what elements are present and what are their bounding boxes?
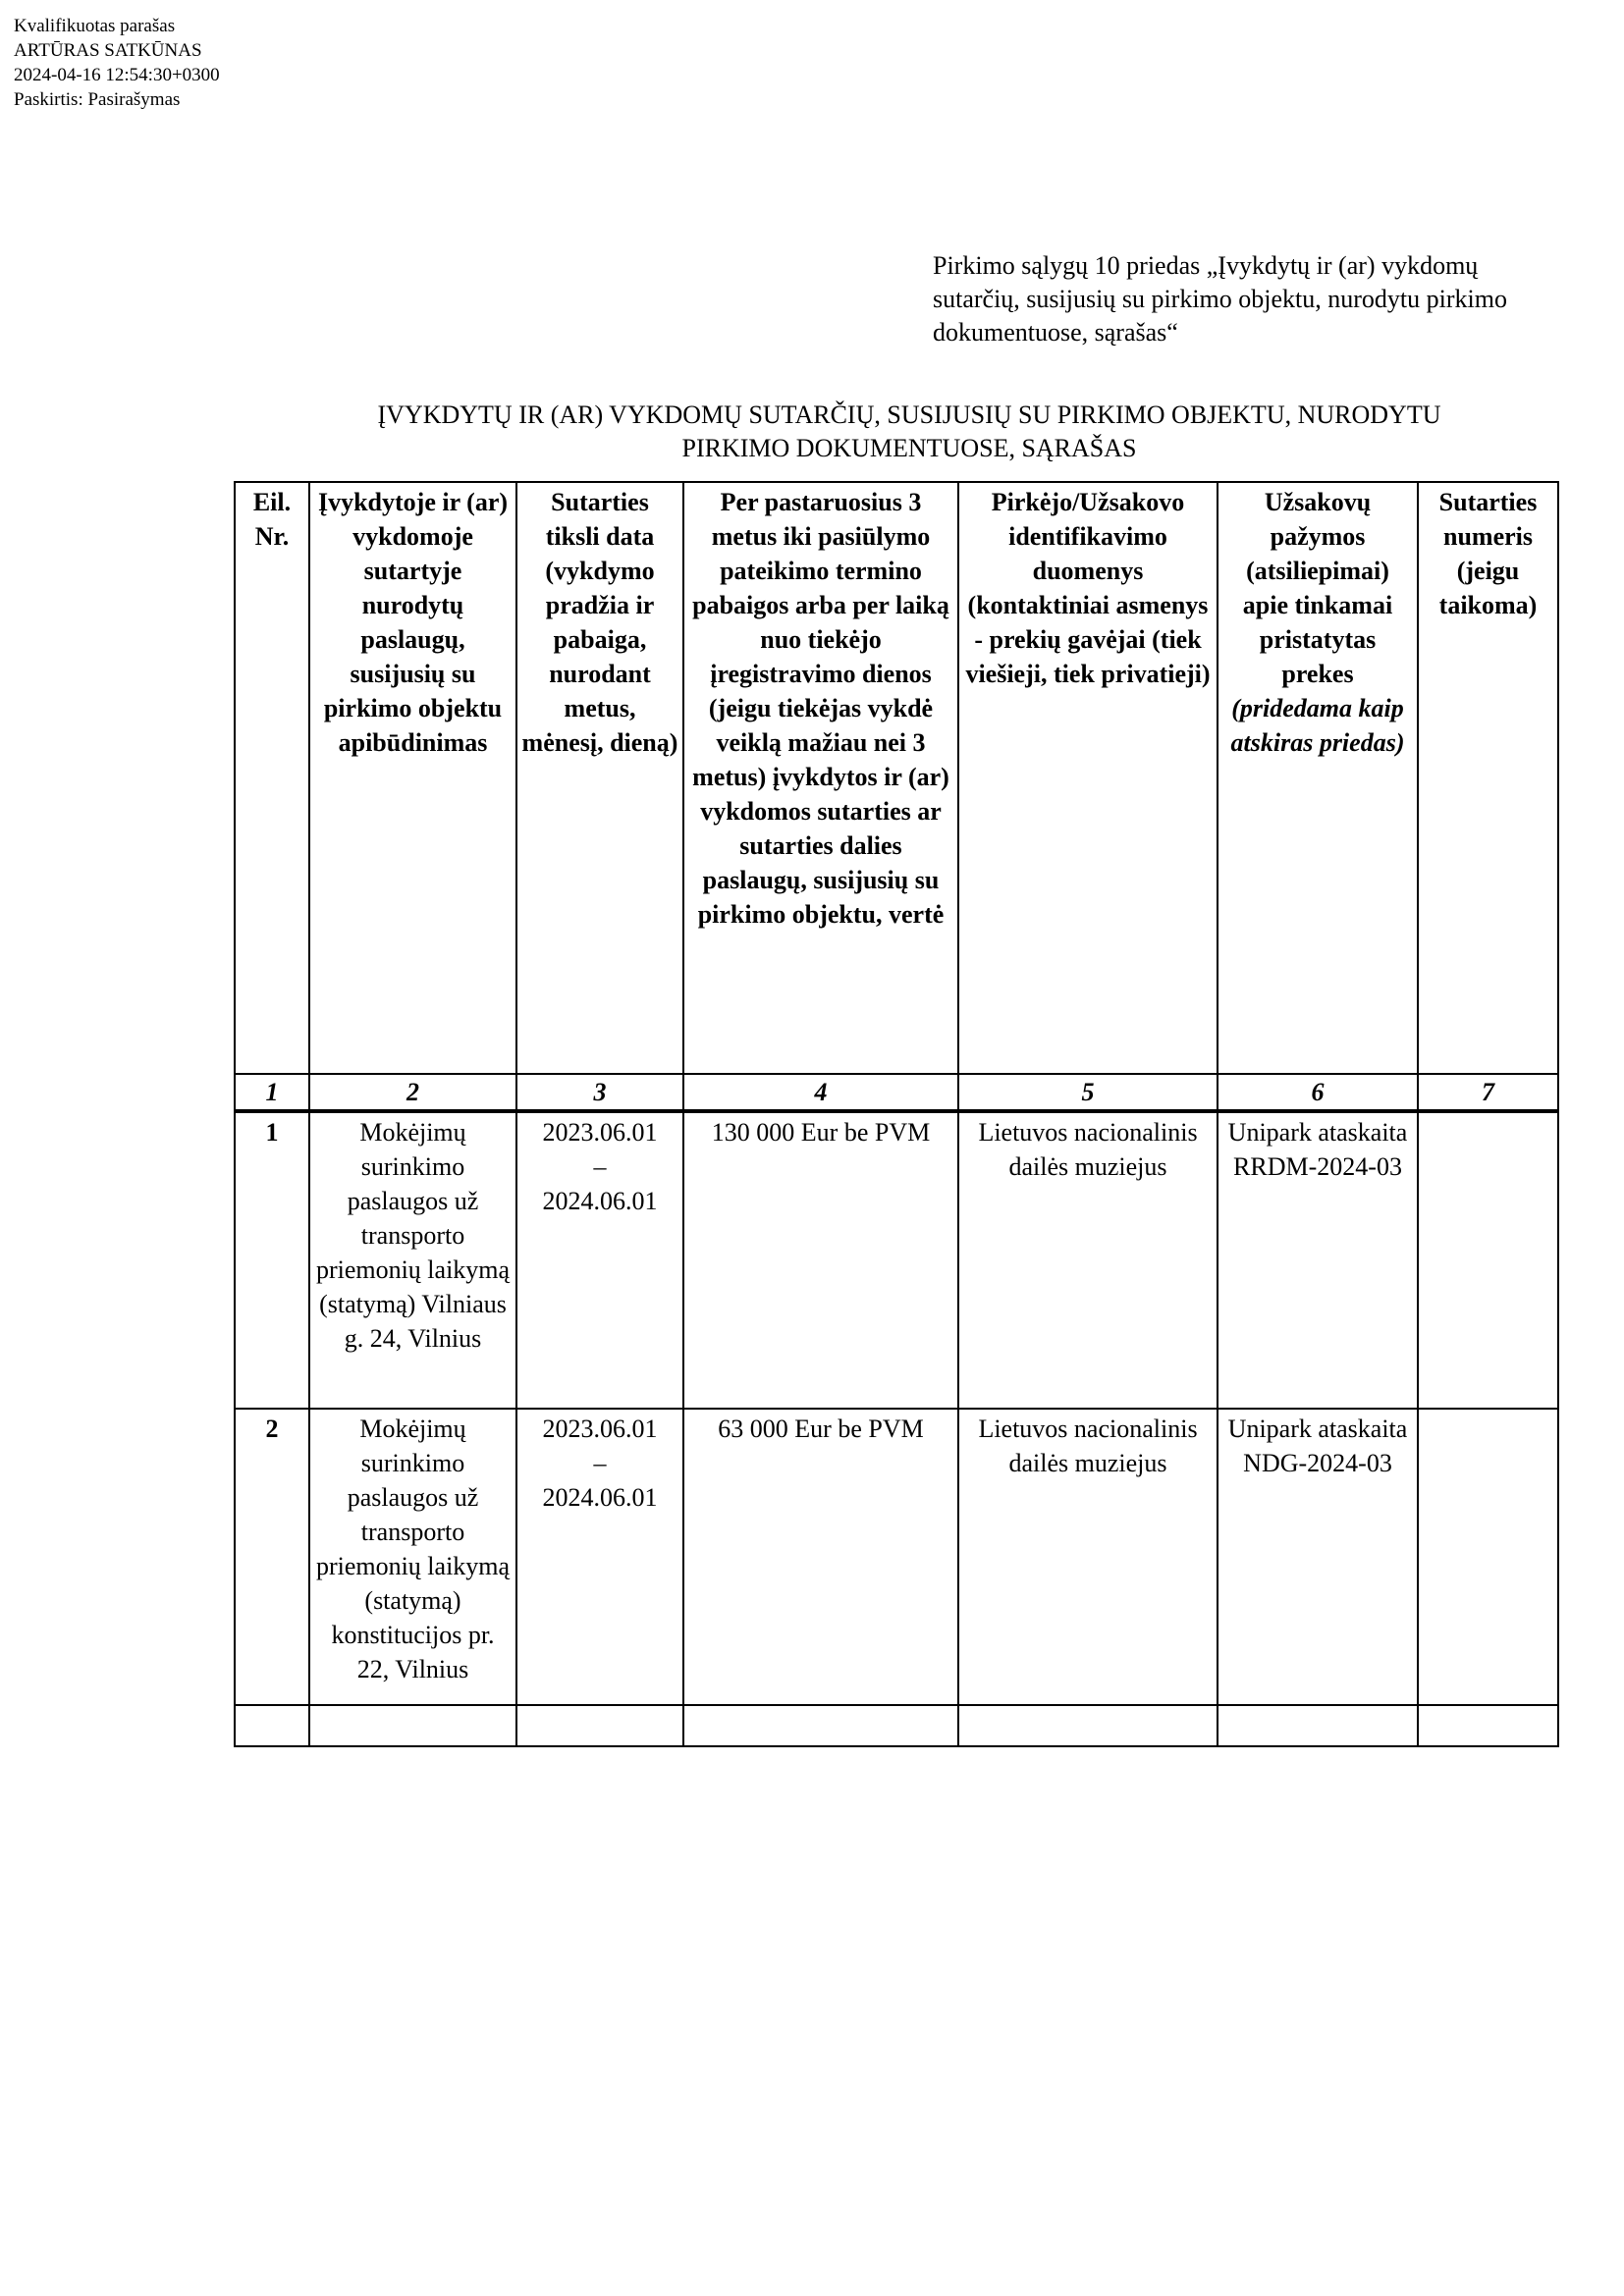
- empty-cell: [516, 1705, 683, 1746]
- contract-number: [1418, 1111, 1558, 1409]
- column-number: 5: [958, 1074, 1218, 1111]
- header-contract-date: Sutarties tiksli data (vykdymo pradžia ir pabaiga, nurodant metus, mėnesį, dieną): [516, 482, 683, 1074]
- header-contract-value: Per pastaruosius 3 metus iki pasiūlymo pateikimo termino pabaigos arba per laiką nuo tiekėjo įregistravimo dienos (jeigu tiekėjas vykdė veiklą mažiau nei 3 metus) įvykdytos ir (ar) vykdomos sutarties ar sutarties dalies paslaugų, susijusių su pirkimo objektu, vertė: [683, 482, 958, 1074]
- header-row-number: Eil. Nr.: [235, 482, 309, 1074]
- title-line-1: ĮVYKDYTŲ IR (AR) VYKDOMŲ SUTARČIŲ, SUSIJUSIŲ SU PIRKIMO OBJEKTU, NURODYTU: [377, 400, 1441, 429]
- header-client-data: Pirkėjo/Užsakovo identifikavimo duomenys (kontaktiniai asmenys - prekių gavėjai (tiek viešieji, tiek privatieji): [958, 482, 1218, 1074]
- column-number: 2: [309, 1074, 516, 1111]
- column-number: 3: [516, 1074, 683, 1111]
- digital-signature-block: [14, 14, 220, 112]
- empty-cell: [683, 1705, 958, 1746]
- header-references-note: (pridedama kaip atskiras priedas): [1230, 694, 1405, 757]
- row-number: 1: [235, 1111, 309, 1409]
- contract-value: 130 000 Eur be PVM: [683, 1111, 958, 1409]
- date-separator: –: [593, 1449, 607, 1477]
- signature-timestamp: 2024-04-16 12:54:30+0300: [14, 65, 220, 85]
- service-description: Mokėjimų surinkimo paslaugos už transporto priemonių laikymą (statymą) konstitucijos pr. 22, Vilnius: [309, 1409, 516, 1705]
- header-client-references: [1218, 482, 1418, 1074]
- date-start: 2023.06.01: [542, 1118, 658, 1147]
- client-reference: Unipark ataskaita RRDM-2024-03: [1218, 1111, 1418, 1409]
- empty-cell: [1218, 1705, 1418, 1746]
- signer-name: ARTŪRAS SATKŪNAS: [14, 40, 202, 61]
- table-header-row: [235, 482, 1558, 1074]
- empty-cell: [309, 1705, 516, 1746]
- row-number: 2: [235, 1409, 309, 1705]
- contract-dates: [516, 1409, 683, 1705]
- contract-number: [1418, 1409, 1558, 1705]
- signature-purpose: Paskirtis: Pasirašymas: [14, 89, 181, 110]
- header-service-description: Įvykdytoje ir (ar) vykdomoje sutartyje nurodytų paslaugų, susijusių su pirkimo objektu apibūdinimas: [309, 482, 516, 1074]
- empty-cell: [1418, 1705, 1558, 1746]
- date-start: 2023.06.01: [542, 1415, 658, 1443]
- table-row: [235, 1111, 1558, 1409]
- column-number: 1: [235, 1074, 309, 1111]
- empty-cell: [235, 1705, 309, 1746]
- client-name: Lietuvos nacionalinis dailės muziejus: [958, 1111, 1218, 1409]
- service-description: Mokėjimų surinkimo paslaugos už transporto priemonių laikymą (statymą) Vilniaus g. 24, Vilnius: [309, 1111, 516, 1409]
- empty-table-row: [235, 1705, 1558, 1746]
- client-reference: Unipark ataskaita NDG-2024-03: [1218, 1409, 1418, 1705]
- column-number: 4: [683, 1074, 958, 1111]
- table-row: [235, 1409, 1558, 1705]
- contract-dates: [516, 1111, 683, 1409]
- column-number: 7: [1418, 1074, 1558, 1111]
- header-references-main: Užsakovų pažymos (atsiliepimai) apie tinkamai pristatytas prekes: [1242, 488, 1393, 688]
- date-end: 2024.06.01: [542, 1187, 658, 1215]
- column-number: 6: [1218, 1074, 1418, 1111]
- signature-type: Kvalifikuotas parašas: [14, 16, 176, 36]
- contract-value: 63 000 Eur be PVM: [683, 1409, 958, 1705]
- header-contract-number: Sutarties numeris (jeigu taikoma): [1418, 482, 1558, 1074]
- client-name: Lietuvos nacionalinis dailės muziejus: [958, 1409, 1218, 1705]
- contracts-table: [234, 481, 1559, 1747]
- title-line-2: PIRKIMO DOKUMENTUOSE, SĄRAŠAS: [681, 434, 1137, 462]
- document-title: [232, 399, 1587, 465]
- annex-reference: Pirkimo sąlygų 10 priedas „Įvykdytų ir (ar) vykdomų sutarčių, susijusių su pirkimo objektu, nurodytu pirkimo dokumentuose, sąrašas“: [933, 251, 1507, 347]
- date-end: 2024.06.01: [542, 1483, 658, 1512]
- column-number-row: [235, 1074, 1558, 1111]
- date-separator: –: [593, 1152, 607, 1181]
- empty-cell: [958, 1705, 1218, 1746]
